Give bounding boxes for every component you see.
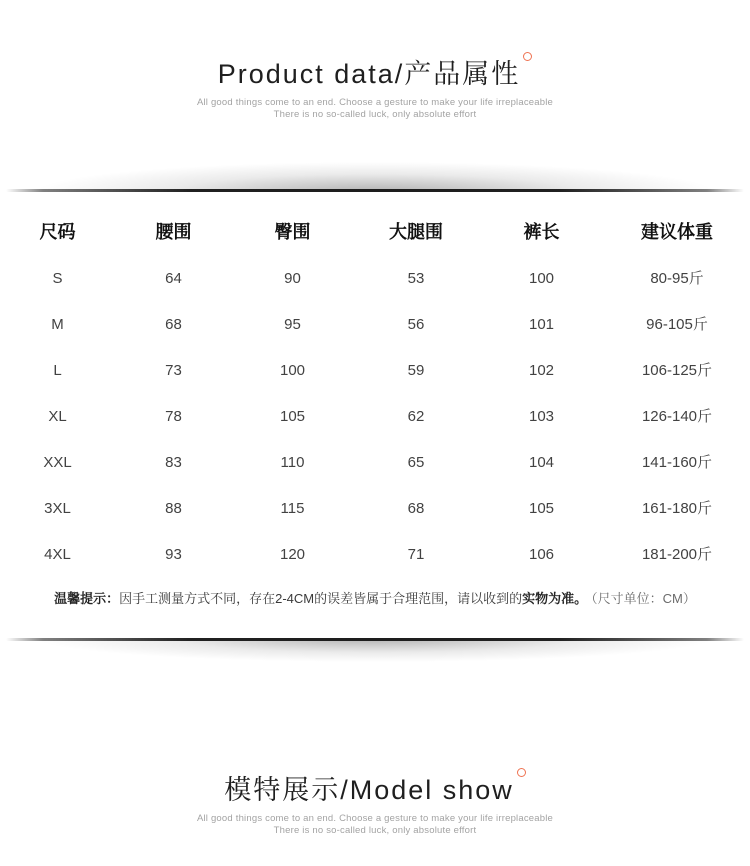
table-cell: XXL: [43, 454, 72, 471]
product-data-title-text: Product data/产品属性: [217, 59, 521, 89]
table-cell: 101: [528, 316, 555, 333]
table-cell: 95: [284, 316, 301, 333]
note-emphasis: 实物为准。: [522, 591, 588, 606]
note-prefix: 温馨提示：: [54, 591, 120, 606]
size-row-xl: [0, 394, 750, 440]
size-row-3xl: [0, 486, 750, 532]
table-cell: 59: [407, 362, 425, 379]
table-cell: 3XL: [44, 500, 71, 517]
table-cell: 102: [528, 362, 555, 379]
table-cell: 83: [165, 454, 182, 471]
product-data-subtitle-line2: There is no so-called luck, only absolute effort: [273, 108, 477, 120]
model-show-section: [0, 668, 750, 836]
table-cell: 56: [407, 316, 425, 333]
table-cell: 100: [279, 362, 306, 379]
table-header-cell: 尺码: [39, 222, 76, 242]
table-cell: 93: [165, 546, 182, 563]
table-cell: 105: [279, 408, 306, 425]
measurement-note: [0, 589, 750, 609]
note-unit: （尺寸单位：CM）: [591, 591, 696, 606]
table-cell: 103: [528, 408, 555, 425]
table-cell: 106: [528, 546, 555, 563]
divider-line: [6, 189, 744, 192]
note-body: 因手工测量方式不同，存在2-4CM的误差皆属于合理范围，请以收到的: [119, 591, 523, 606]
product-data-section: [0, 0, 750, 120]
table-cell: 62: [407, 408, 425, 425]
table-cell: L: [53, 362, 62, 379]
model-show-subtitle-line1: All good things come to an end. Choose a gesture to make your life irreplaceable: [196, 813, 554, 824]
table-cell: M: [51, 316, 64, 333]
size-table: [0, 209, 750, 578]
table-cell: XL: [48, 408, 67, 425]
size-row-s: [0, 256, 750, 302]
table-cell: 141-160斤: [641, 454, 713, 471]
table-cell: 71: [407, 546, 425, 563]
decorative-circle-icon: [523, 52, 532, 61]
table-cell: 73: [165, 362, 182, 379]
size-table-header-row: [0, 209, 750, 256]
table-cell: 68: [407, 500, 425, 517]
table-cell: 68: [165, 316, 182, 333]
table-cell: 181-200斤: [641, 546, 713, 563]
model-show-subtitle-line2: There is no so-called luck, only absolute effort: [273, 824, 477, 836]
table-cell: 126-140斤: [641, 408, 713, 425]
table-cell: 105: [528, 500, 555, 517]
size-row-xxl: [0, 440, 750, 486]
table-header-cell: 裤长: [523, 222, 560, 242]
section-divider-shadow-top: [0, 150, 750, 192]
table-cell: 88: [165, 500, 182, 517]
table-header-cell: 腰围: [155, 222, 192, 242]
section-divider-shadow-bottom: [0, 638, 750, 668]
size-row-m: [0, 302, 750, 348]
product-data-subtitle-line1: All good things come to an end. Choose a gesture to make your life irreplaceable: [196, 97, 554, 108]
decorative-circle-icon: [517, 768, 526, 777]
table-header-cell: 大腿围: [389, 222, 443, 242]
size-row-l: [0, 348, 750, 394]
table-cell: 65: [407, 454, 425, 471]
table-cell: 100: [528, 270, 555, 287]
table-cell: 4XL: [44, 546, 71, 563]
table-cell: 78: [165, 408, 182, 425]
model-show-title-text: 模特展示/Model show: [224, 775, 514, 805]
table-cell: 64: [165, 270, 182, 287]
table-cell: S: [52, 270, 63, 287]
table-cell: 161-180斤: [641, 500, 713, 517]
table-cell: 104: [528, 454, 555, 471]
size-row-4xl: [0, 532, 750, 578]
table-cell: 106-125斤: [641, 362, 713, 379]
table-cell: 110: [280, 454, 305, 471]
table-cell: 53: [407, 270, 425, 287]
table-cell: 96-105斤: [646, 316, 708, 333]
model-show-title: [0, 772, 750, 808]
table-cell: 90: [284, 270, 301, 287]
table-cell: 80-95斤: [650, 270, 704, 287]
table-header-cell: 臀围: [274, 222, 311, 242]
divider-line: [6, 638, 744, 641]
product-data-title: [0, 56, 750, 92]
table-cell: 115: [280, 500, 305, 517]
table-header-cell: 建议体重: [641, 222, 713, 242]
table-cell: 120: [279, 546, 306, 563]
